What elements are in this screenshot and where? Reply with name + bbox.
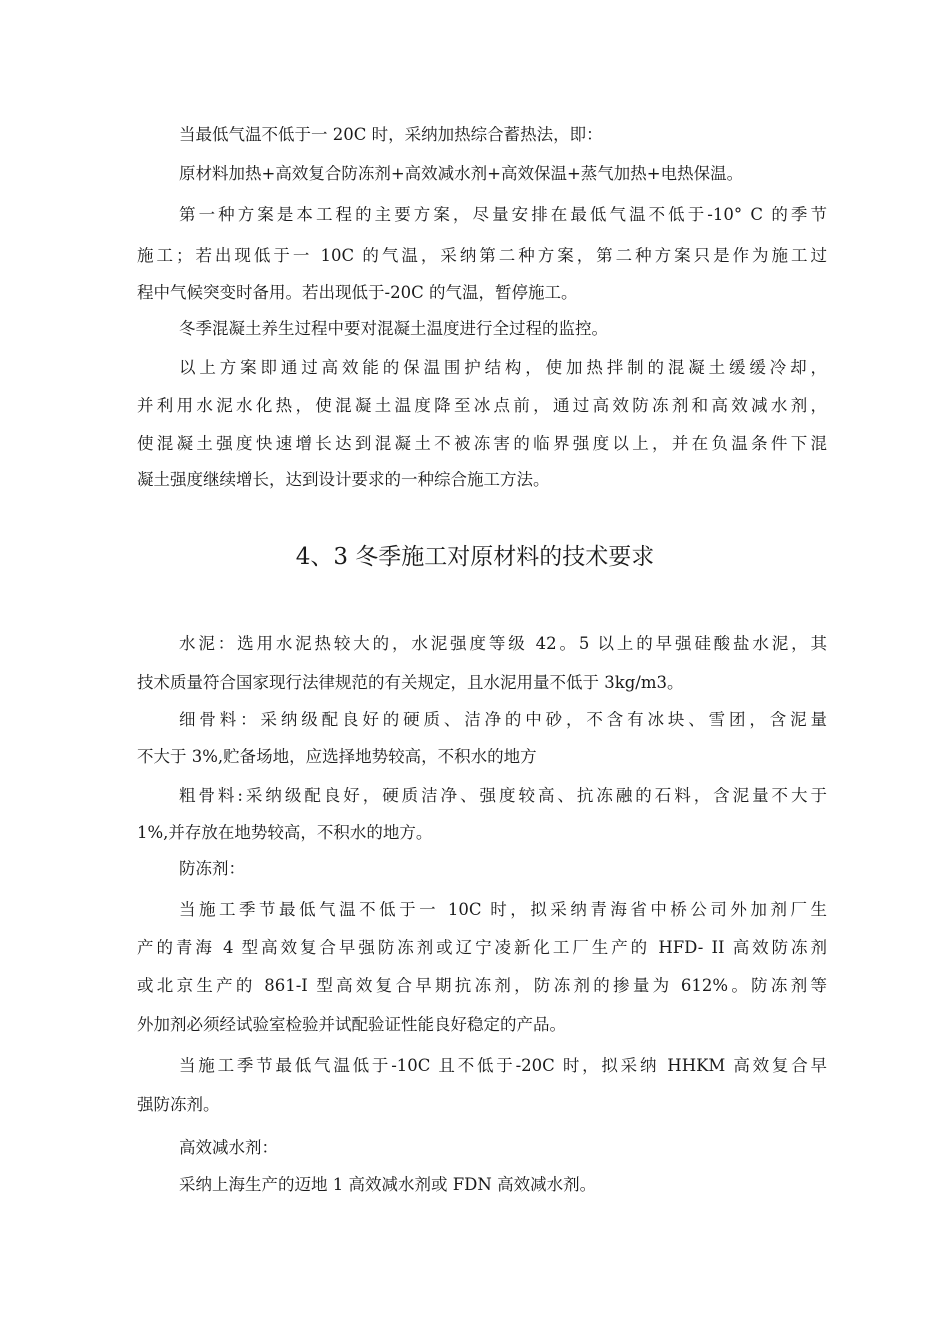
section-heading: 4、3 冬季施工对原材料的技术要求 <box>295 544 655 570</box>
paragraph-line: 并利用水泥水化热，使混凝土温度降至冰点前，通过高效防冻剂和高效减水剂， <box>137 396 827 415</box>
paragraph-line: 高效减水剂： <box>179 1138 278 1157</box>
paragraph-line: 细骨料：采纳级配良好的硬质、洁净的中砂，不含有冰块、雪团，含泥量 <box>179 710 827 729</box>
paragraph-line: 程中气候突变时备用。若出现低于-20C 的气温，暂停施工。 <box>137 283 578 302</box>
paragraph-line: 产的青海 4 型高效复合早强防冻剂或辽宁凌新化工厂生产的 HFD- II 高效防冻剂 <box>137 938 827 957</box>
paragraph-line: 强防冻剂。 <box>137 1095 220 1114</box>
paragraph-line: 当最低气温不低于一 20C 时，采纳加热综合蓄热法，即： <box>179 125 603 144</box>
paragraph-line: 当施工季节最低气温低于-10C 且不低于-20C 时，拟采纳 HHKM 高效复合早 <box>179 1056 827 1075</box>
paragraph-line: 采纳上海生产的迈地 1 高效减水剂或 FDN 高效减水剂。 <box>179 1175 597 1194</box>
paragraph-line: 或北京生产的 861-I 型高效复合早期抗冻剂，防冻剂的掺量为 612%。防冻剂等 <box>137 976 827 995</box>
paragraph-line: 当施工季节最低气温不低于一 10C 时，拟采纳青海省中桥公司外加剂厂生 <box>179 900 827 919</box>
paragraph-line: 以上方案即通过高效能的保温围护结构，使加热拌制的混凝土缓缓冷却， <box>179 358 827 377</box>
paragraph-line: 防冻剂： <box>179 859 245 878</box>
paragraph-line: 施工；若出现低于一 10C 的气温，采纳第二种方案，第二种方案只是作为施工过 <box>137 246 827 265</box>
paragraph-line: 1%,并存放在地势较高，不积水的地方。 <box>137 823 433 842</box>
paragraph-line: 技术质量符合国家现行法律规范的有关规定，且水泥用量不低于 3kg/m3。 <box>137 673 684 692</box>
paragraph-line: 使混凝土强度快速增长达到混凝土不被冻害的临界强度以上，并在负温条件下混 <box>137 434 827 453</box>
paragraph-line: 第一种方案是本工程的主要方案，尽量安排在最低气温不低于-10° C 的季节 <box>179 205 827 224</box>
paragraph-line: 原材料加热+高效复合防冻剂+高效减水剂+高效保温+蒸气加热+电热保温。 <box>179 164 744 183</box>
paragraph-line: 冬季混凝土养生过程中要对混凝土温度进行全过程的监控。 <box>179 319 608 338</box>
paragraph-line: 外加剂必须经试验室检验并试配验证性能良好稳定的产品。 <box>137 1015 566 1034</box>
paragraph-line: 水泥：选用水泥热较大的，水泥强度等级 42。5 以上的早强硅酸盐水泥，其 <box>179 634 827 653</box>
paragraph-line: 凝土强度继续增长，达到设计要求的一种综合施工方法。 <box>137 470 550 489</box>
paragraph-line: 不大于 3%,贮备场地，应选择地势较高，不积水的地方 <box>137 747 537 766</box>
paragraph-line: 粗骨料:采纳级配良好，硬质洁净、强度较高、抗冻融的石料，含泥量不大于 <box>179 786 827 805</box>
